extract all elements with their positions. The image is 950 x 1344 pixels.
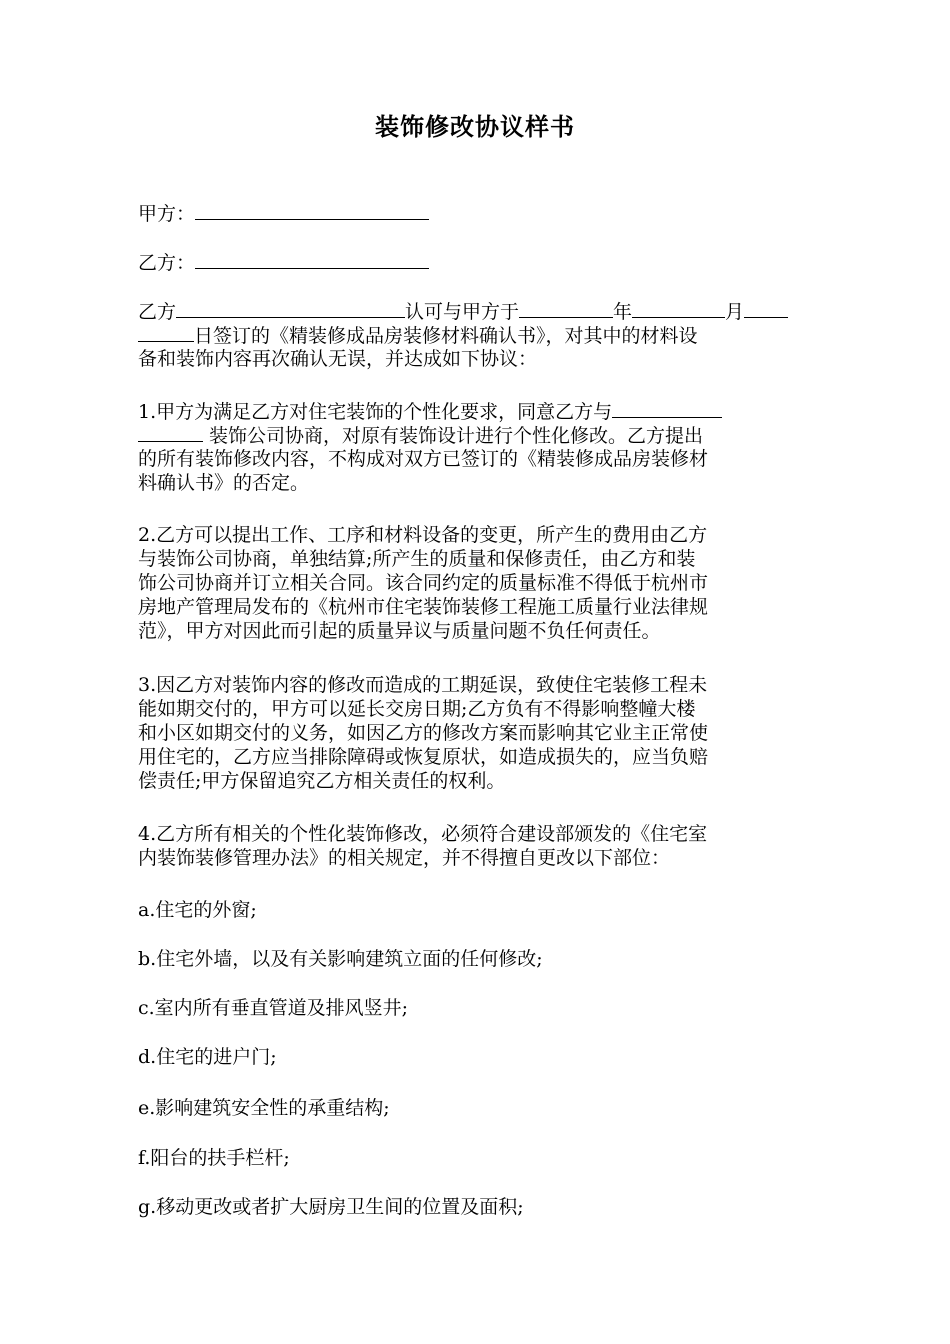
intro-line-2 [138,323,818,348]
clause2-line-1: 2.乙方可以提出工作、工序和材料设备的变更，所产生的费用由乙方 [138,524,708,546]
clause2-line-5: 范》，甲方对因此而引起的质量异议与质量问题不负任何责任。 [138,620,661,642]
list-item: d.住宅的进户门; [138,1046,277,1068]
document-title: 装饰修改协议样书 [375,112,575,141]
day-blank-part1[interactable] [744,299,788,318]
clause1-line-4: 料确认书》的否定。 [138,472,310,494]
clause2-line-4: 房地产管理局发布的《杭州市住宅装饰装修工程施工质量行业法律规 [138,596,709,618]
intro-line-2-text: 日签订的《精装修成品房装修材料确认书》，对其中的材料设 [194,325,698,347]
list-item: a.住宅的外窗; [138,899,257,921]
list-item: g.移动更改或者扩大厨房卫生间的位置及面积; [138,1196,524,1218]
clause3-line-2: 能如期交付的，甲方可以延长交房日期;乙方负有不得影响整幢大楼 [138,698,696,720]
party-a-label: 甲方： [138,203,196,225]
clause1-text-1: 1.甲方为满足乙方对住宅装饰的个性化要求，同意乙方与 [138,401,613,423]
clause3-line-5: 偿责任;甲方保留追究乙方相关责任的权利。 [138,770,506,792]
clause4-line-1: 4.乙方所有相关的个性化装饰修改，必须符合建设部颁发的《住宅室 [138,823,708,845]
month-blank[interactable] [632,299,725,318]
year-label: 年 [613,301,633,323]
clause3-line-3: 和小区如期交付的义务，如因乙方的修改方案而影响其它业主正常使 [138,722,709,744]
party-b-line [138,250,429,275]
clause2-line-3: 饰公司协商并订立相关合同。该合同约定的质量标准不得低于杭州市 [138,572,709,594]
clause1-line-2 [138,423,818,448]
intro-line-3: 备和装饰内容再次确认无误，并达成如下协议： [138,348,538,370]
day-blank-part2[interactable] [138,323,194,342]
party-b-label: 乙方： [138,252,196,274]
clause1-line-1 [138,399,818,424]
clause4-line-2: 内装饰装修管理办法》的相关规定，并不得擅自更改以下部位： [138,847,671,869]
clause3-line-1: 3.因乙方对装饰内容的修改而造成的工期延误，致使住宅装修工程未 [138,674,708,696]
clause2-line-2: 与装饰公司协商，单独结算;所产生的质量和保修责任，由乙方和装 [138,548,696,570]
party-a-line [138,201,429,226]
clause1-text-2: 装饰公司协商，对原有装饰设计进行个性化修改。乙方提出 [203,425,704,447]
intro-party-blank[interactable] [176,299,405,318]
company-blank-part1[interactable] [612,399,722,418]
year-blank[interactable] [519,299,613,318]
party-a-blank[interactable] [195,201,429,220]
month-label: 月 [725,301,745,323]
list-item: c.室内所有垂直管道及排风竖井; [138,997,409,1019]
clause1-line-3: 的所有装饰修改内容，不构成对双方已签订的《精装修成品房装修材 [138,448,709,470]
party-b-blank[interactable] [195,250,429,269]
intro-prefix: 乙方 [138,301,177,323]
intro-mid: 认可与甲方于 [405,301,520,323]
intro-line-1 [138,299,818,324]
clause3-line-4: 用住宅的，乙方应当排除障碍或恢复原状，如造成损失的，应当负赔 [138,746,709,768]
list-item: f.阳台的扶手栏杆; [138,1147,290,1169]
list-item: e.影响建筑安全性的承重结构; [138,1097,390,1119]
list-item: b.住宅外墙，以及有关影响建筑立面的任何修改; [138,948,543,970]
company-blank-part2[interactable] [138,423,203,442]
